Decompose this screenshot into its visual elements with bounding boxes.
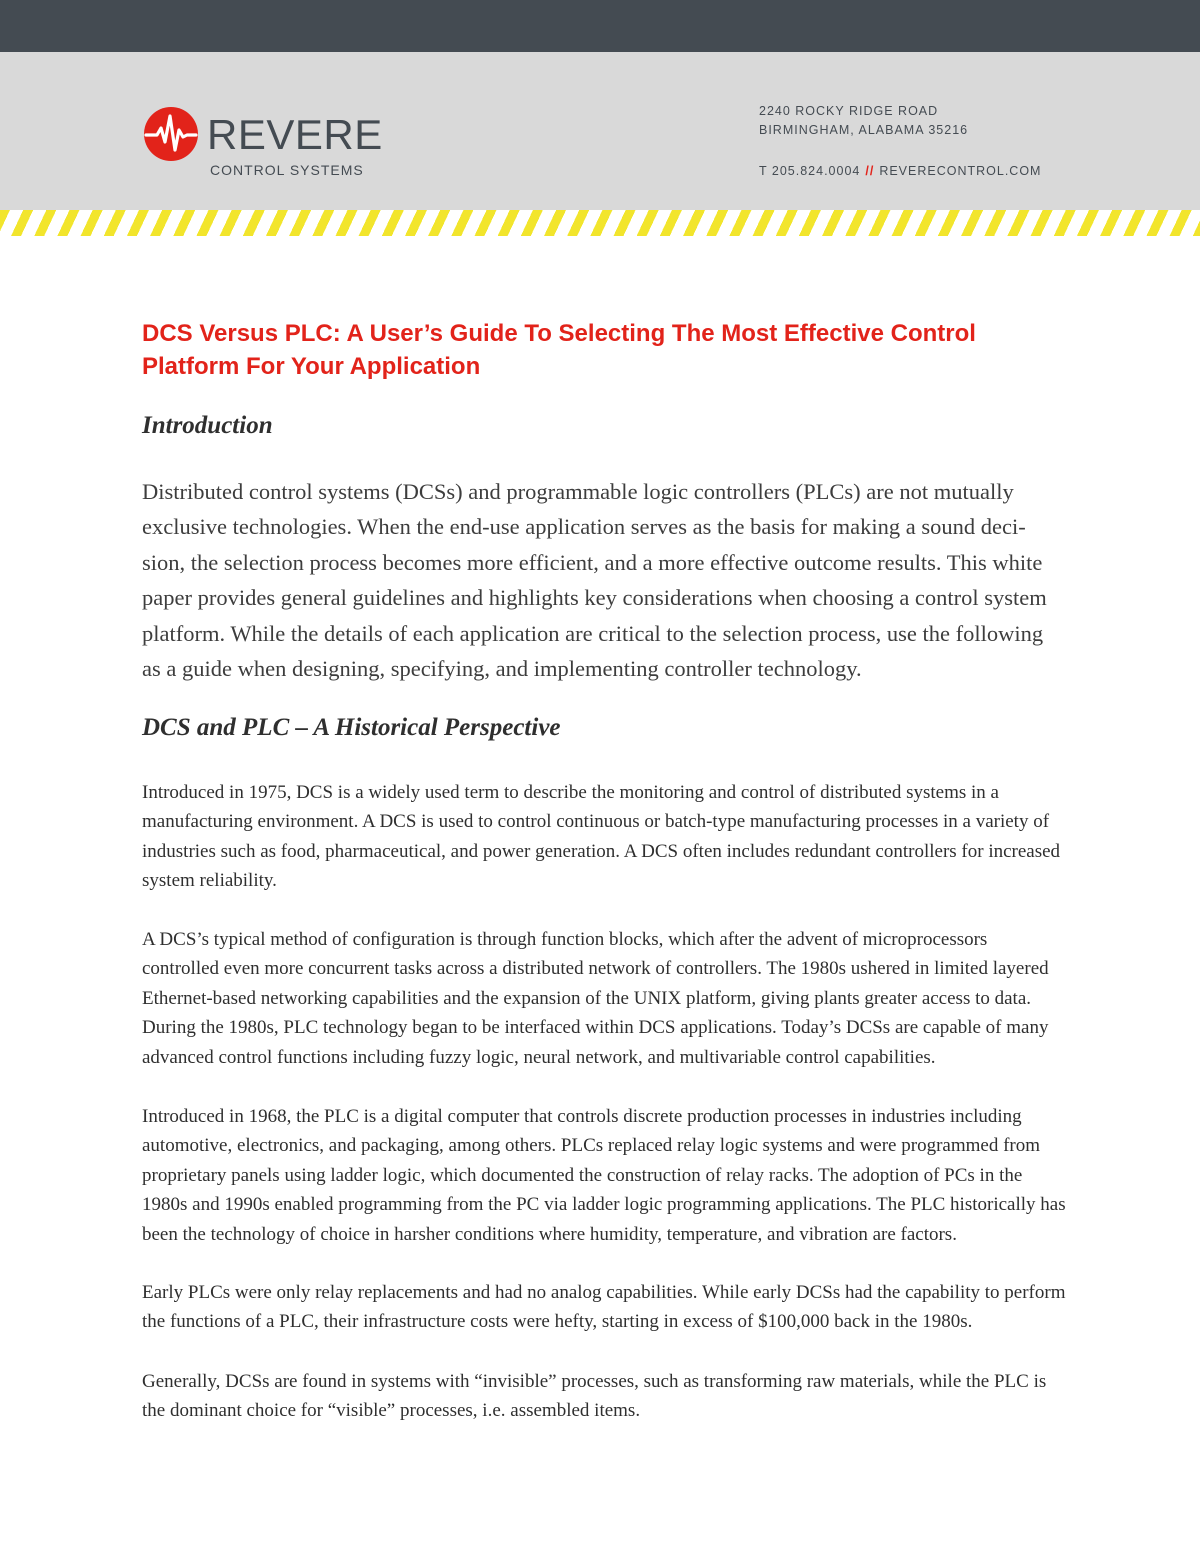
logo-subtitle: CONTROL SYSTEMS [210, 162, 364, 178]
document-title: DCS Versus PLC: A User’s Guide To Selecting The Most Effective Control Platform For Your Application [142, 320, 976, 380]
section-heading-introduction: Introduction [142, 412, 273, 439]
body-paragraph: Generally, DCSs are found in systems with “invisible” processes, such as transforming raw materials, while the PLC is the dominant choice for “visible” processes, i.e. assembled items. [142, 1371, 1047, 1422]
phone-website-line [759, 162, 1041, 181]
address-line-2: BIRMINGHAM, ALABAMA 35216 [759, 123, 969, 137]
heartbeat-pulse-icon [143, 106, 199, 162]
address-line-1: 2240 ROCKY RIDGE ROAD [759, 104, 939, 118]
company-logo [143, 106, 393, 186]
top-bar [0, 0, 1200, 52]
introduction-paragraph: Distributed control systems (DCSs) and programmable logic controllers (PLCs) are not mutually exclusive technologies. When the end-use application serves as the basis for making a sound deci-sion, the selection process becomes more efficient, and a more effective outcome results. This white paper provides general guidelines and highlights key considerations when choosing a control system platform. While the details of each application are critical to the selection process, use the following as a guide when designing, specifying, and implementing controller technology. [142, 479, 1047, 682]
website-link[interactable]: REVERECONTROL.COM [879, 164, 1042, 178]
logo-wordmark: REVERE [207, 111, 383, 158]
section-heading-historical-perspective: DCS and PLC – A Historical Perspective [142, 714, 561, 741]
contact-separator: // [865, 164, 875, 178]
body-paragraph: Introduced in 1975, DCS is a widely used term to describe the monitoring and control of distributed systems in a manufacturing environment. A DCS is used to control continuous or batch-type manufacturing processes in a variety of industries such as food, pharmaceutical, and power generation. A DCS often includes redundant controllers for increased system reliability. [142, 782, 1061, 892]
body-paragraph: Early PLCs were only relay replacements and had no analog capabilities. While early DCSs had the capability to perform the functions of a PLC, their infrastructure costs were hefty, starting in excess of $100,000 back in the 1980s. [142, 1282, 1066, 1333]
body-paragraph: A DCS’s typical method of configuration is through function blocks, which after the advent of microprocessors controlled even more concurrent tasks across a distributed network of controllers. The 1980s ushered in limited layered Ethernet-based networking capabilities and the expansion of the UNIX platform, giving plants greater access to data. During the 1980s, PLC technology began to be interfaced within DCS applications. Today’s DCSs are capable of many advanced control functions including fuzzy logic, neural network, and multivariable control capabilities. [142, 929, 1049, 1068]
hazard-stripe-divider [0, 210, 1200, 236]
phone-number: T 205.824.0004 [759, 164, 861, 178]
contact-block [759, 102, 1041, 181]
body-paragraph: Introduced in 1968, the PLC is a digital computer that controls discrete production processes in industries including automotive, electronics, and packaging, among others. PLCs replaced relay logic systems and were programmed from proprietary panels using ladder logic, which documented the construction of relay racks. The adoption of PCs in the 1980s and 1990s enabled programming from the PC via ladder logic programming applications. The PLC historically has been the technology of choice in harsher conditions where humidity, temperature, and vibration are factors. [142, 1106, 1066, 1245]
